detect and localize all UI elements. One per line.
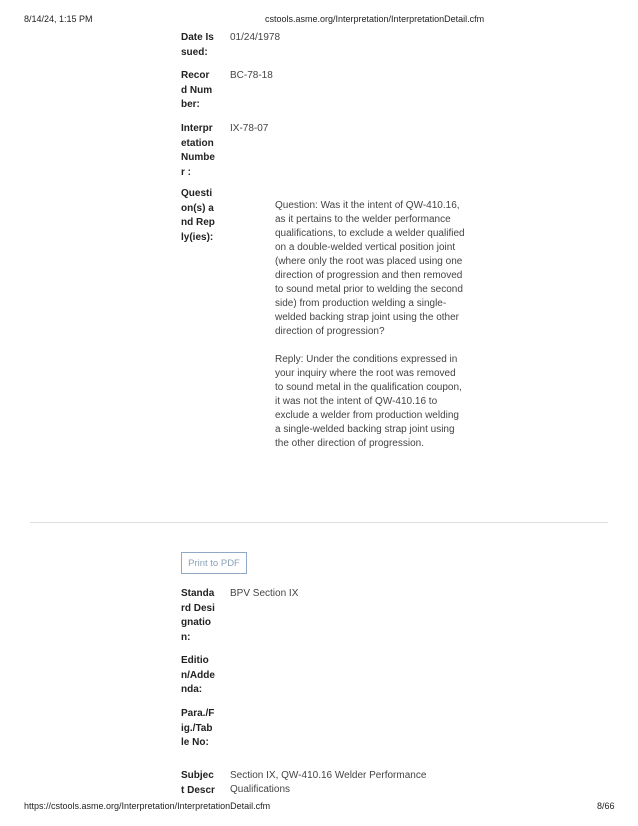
date-issued-label: Date Issued: <box>181 32 214 58</box>
para-fig-table-label: Para./Fig./Table No: <box>181 708 215 748</box>
print-to-pdf-button[interactable]: Print to PDF <box>181 552 247 574</box>
section-divider <box>30 522 608 523</box>
page-number: 8/66 <box>597 801 615 811</box>
print-footer-url: https://cstools.asme.org/Interpretation/InterpretationDetail.cfm <box>24 801 271 811</box>
edition-addenda-label: Edition/Addenda: <box>181 655 215 695</box>
questions-replies-content <box>275 199 465 465</box>
record-number-label: Record Number: <box>181 70 213 110</box>
subject-description-value: Section IX, QW-410.16 Welder Performance Qualifications <box>230 770 427 795</box>
standard-designation-value: BPV Section IX <box>230 588 299 599</box>
interpretation-number-value: IX-78-07 <box>230 123 269 134</box>
subject-description-label: Subject Descr <box>181 770 215 796</box>
reply-text: Reply: Under the conditions expressed in your inquiry where the root was removed to sound metal in the qualification coupon, it was not the intent of QW-410.16 to exclude a welder from production welding a single-welded backing strap joint using the other direction of progression. <box>275 354 462 449</box>
questions-replies-label: Question(s) and Reply(ies): <box>181 188 215 243</box>
print-header-url: cstools.asme.org/Interpretation/InterpretationDetail.cfm <box>265 14 485 24</box>
interpretation-number-label: Interpretation Number : <box>181 123 215 178</box>
standard-designation-label: Standard Designation: <box>181 588 215 643</box>
date-issued-value: 01/24/1978 <box>230 32 281 43</box>
record-number-value: BC-78-18 <box>230 70 273 81</box>
print-datetime: 8/14/24, 1:15 PM <box>24 14 93 24</box>
question-text: Question: Was it the intent of QW-410.16, as it pertains to the welder performance qualifications, to exclude a welder qualified on a double-welded vertical position joint (where only the root was placed using one direction of progression and then removed to sound metal prior to welding the second side) from production welding a single-welded backing strap joint using the other direction of progression? <box>275 200 465 337</box>
